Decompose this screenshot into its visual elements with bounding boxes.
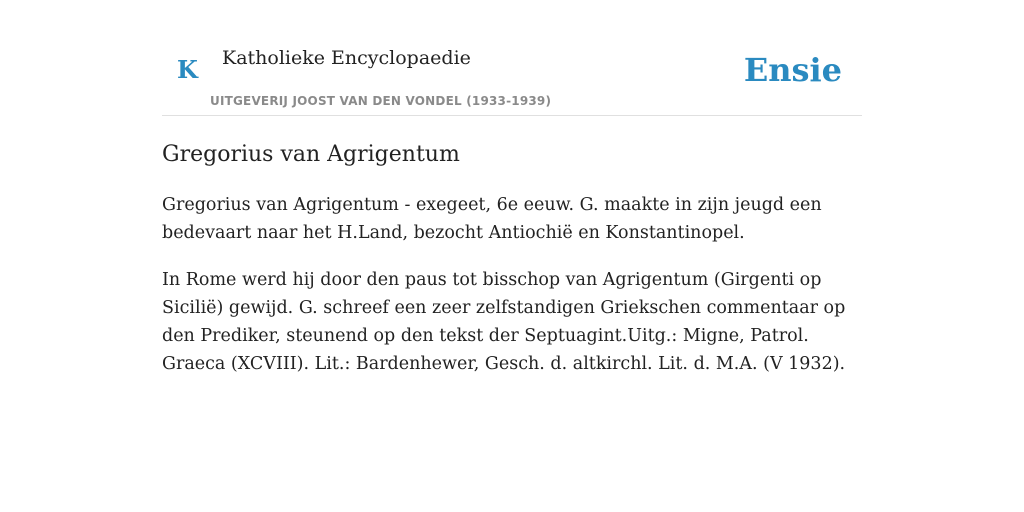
article-paragraph-2: In Rome werd hij door den paus tot bisschop van Agrigentum (Girgenti op Sicilië) gewijd. G. schreef een zeer zelfstandigen Griekschen commentaar op den Prediker, steunend op den tekst der Septuagint.Uitg.: Migne, Patrol. Graeca (XCVIII). Lit.: Bardenhewer, Gesch. d. altkirchl. Lit. d. M.A. (V 1932). [162, 270, 846, 374]
article-title: Gregorius van Agrigentum [162, 142, 460, 167]
ensie-brand-link[interactable]: Ensie [743, 51, 842, 89]
publisher-subtitle: UITGEVERIJ JOOST VAN DEN VONDEL (1933-1939) [210, 94, 552, 108]
article-paragraph-1: Gregorius van Agrigentum - exegeet, 6e eeuw. G. maakte in zijn jeugd een bedevaart naar het H.Land, bezocht Antiochië en Konstantinopel. [162, 195, 822, 243]
site-header [162, 0, 862, 116]
site-title-link[interactable]: Katholieke Encyclopaedie [222, 47, 471, 69]
site-logo[interactable]: K [177, 55, 198, 84]
page [162, 0, 862, 378]
